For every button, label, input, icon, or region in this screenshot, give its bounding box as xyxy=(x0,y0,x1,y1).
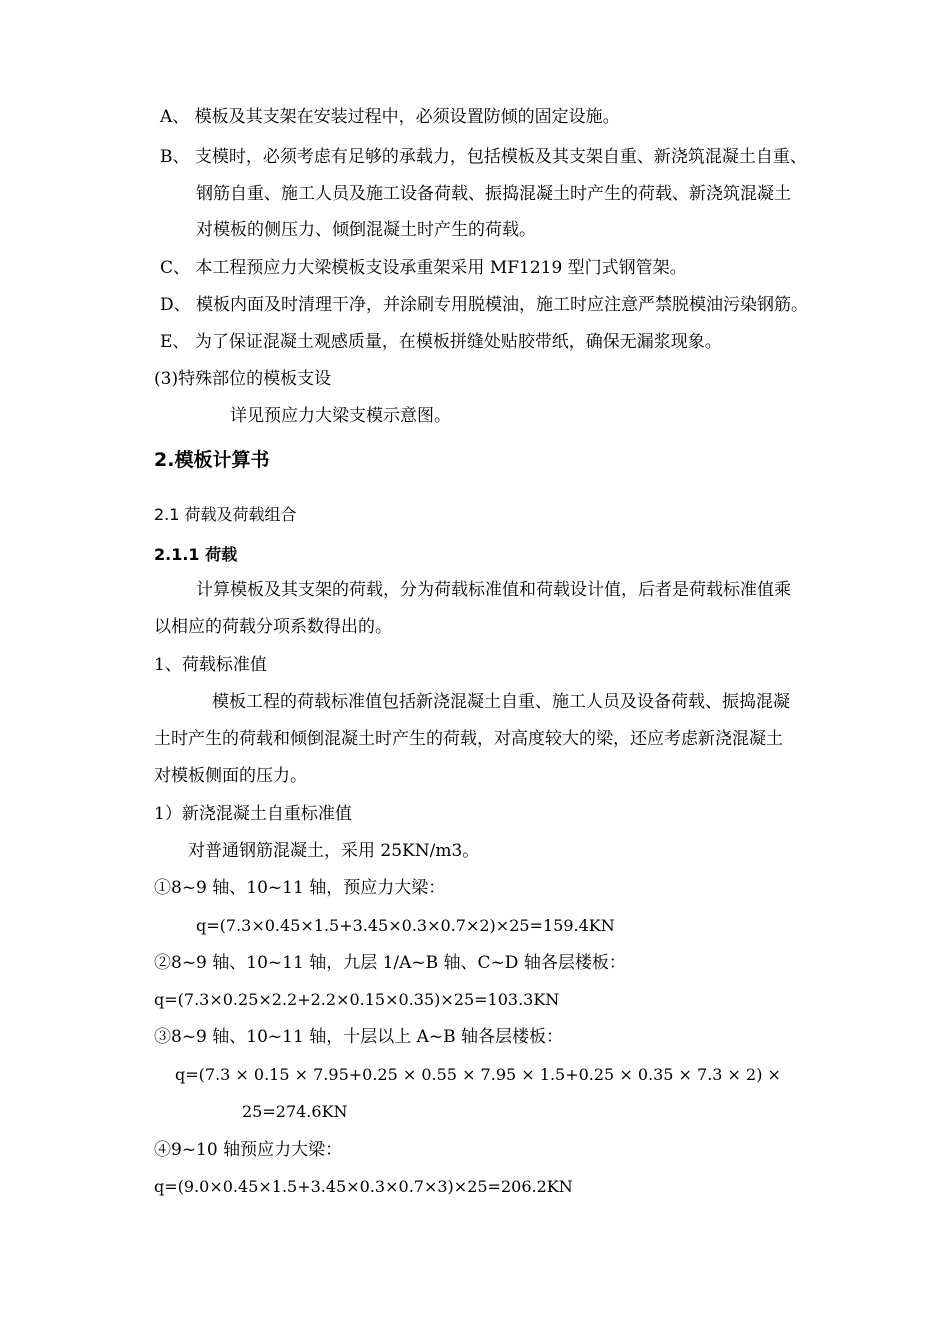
item-b-line2: 钢筋自重、施工人员及施工设备荷载、振捣混凝土时产生的荷载、新浇筑混凝土 xyxy=(196,184,791,204)
paragraph-1-line1: 计算模板及其支架的荷载，分为荷载标准值和荷载设计值，后者是荷载标准值乘 xyxy=(196,580,791,600)
concrete-weight-value: 对普通钢筋混凝土，采用 25KN/m3。 xyxy=(188,841,480,861)
item-d: D、 模板内面及时清理干净，并涂刷专用脱模油，施工时应注意严禁脱模油污染钢筋。 xyxy=(160,295,809,315)
item-b-line1: B、 支模时，必须考虑有足够的承载力，包括模板及其支架自重、新浇筑混凝土自重、 xyxy=(160,147,807,167)
item-e: E、 为了保证混凝土观感质量，在模板拼缝处贴胶带纸，确保无漏浆现象。 xyxy=(160,332,722,352)
case-4-label: ④9~10 轴预应力大梁： xyxy=(154,1140,343,1160)
item-c: C、 本工程预应力大梁模板支设承重架采用 MF1219 型门式钢管架。 xyxy=(160,258,687,278)
case-1-formula: q=(7.3×0.45×1.5+3.45×0.3×0.7×2)×25=159.4KN xyxy=(196,916,615,935)
item-a: A、 模板及其支架在安装过程中，必须设置防倾的固定设施。 xyxy=(160,107,620,127)
see-diagram-note: 详见预应力大梁支模示意图。 xyxy=(230,406,451,426)
case-2-label: ②8~9 轴、10~11 轴，九层 1/A~B 轴、C~D 轴各层楼板： xyxy=(154,953,626,973)
case-3-formula-line2: 25=274.6KN xyxy=(242,1102,348,1121)
item-b-line3: 对模板的侧压力、倾倒混凝土时产生的荷载。 xyxy=(196,220,536,240)
subsubsection-heading: 2.1.1 荷载 xyxy=(154,545,238,564)
paragraph-2-line1: 模板工程的荷载标准值包括新浇混凝土自重、施工人员及设备荷载、振捣混凝 xyxy=(212,692,790,712)
paragraph-1-line2: 以相应的荷载分项系数得出的。 xyxy=(154,617,392,637)
section-heading: 2.模板计算书 xyxy=(154,449,270,471)
concrete-weight-heading: 1）新浇混凝土自重标准值 xyxy=(154,804,352,824)
case-2-formula: q=(7.3×0.25×2.2+2.2×0.15×0.35)×25=103.3KN xyxy=(154,990,560,1009)
paragraph-2-line2: 土时产生的荷载和倾倒混凝土时产生的荷载，对高度较大的梁，还应考虑新浇混凝土 xyxy=(154,729,783,749)
case-3-label: ③8~9 轴、10~11 轴，十层以上 A~B 轴各层楼板： xyxy=(154,1027,564,1047)
subsection-3: (3)特殊部位的模板支设 xyxy=(154,369,332,389)
case-1-label: ①8~9 轴、10~11 轴，预应力大梁： xyxy=(154,878,446,898)
case-3-formula-line1: q=(7.3 × 0.15 × 7.95+0.25 × 0.55 × 7.95 × 1.5+0.25 × 0.35 × 7.3 × 2) × xyxy=(175,1065,781,1084)
case-4-formula: q=(9.0×0.45×1.5+3.45×0.3×0.7×3)×25=206.2KN xyxy=(154,1177,573,1196)
paragraph-2-line3: 对模板侧面的压力。 xyxy=(154,766,307,786)
load-standard-heading: 1、荷载标准值 xyxy=(154,655,267,675)
subsection-heading: 2.1 荷载及荷载组合 xyxy=(154,505,297,524)
